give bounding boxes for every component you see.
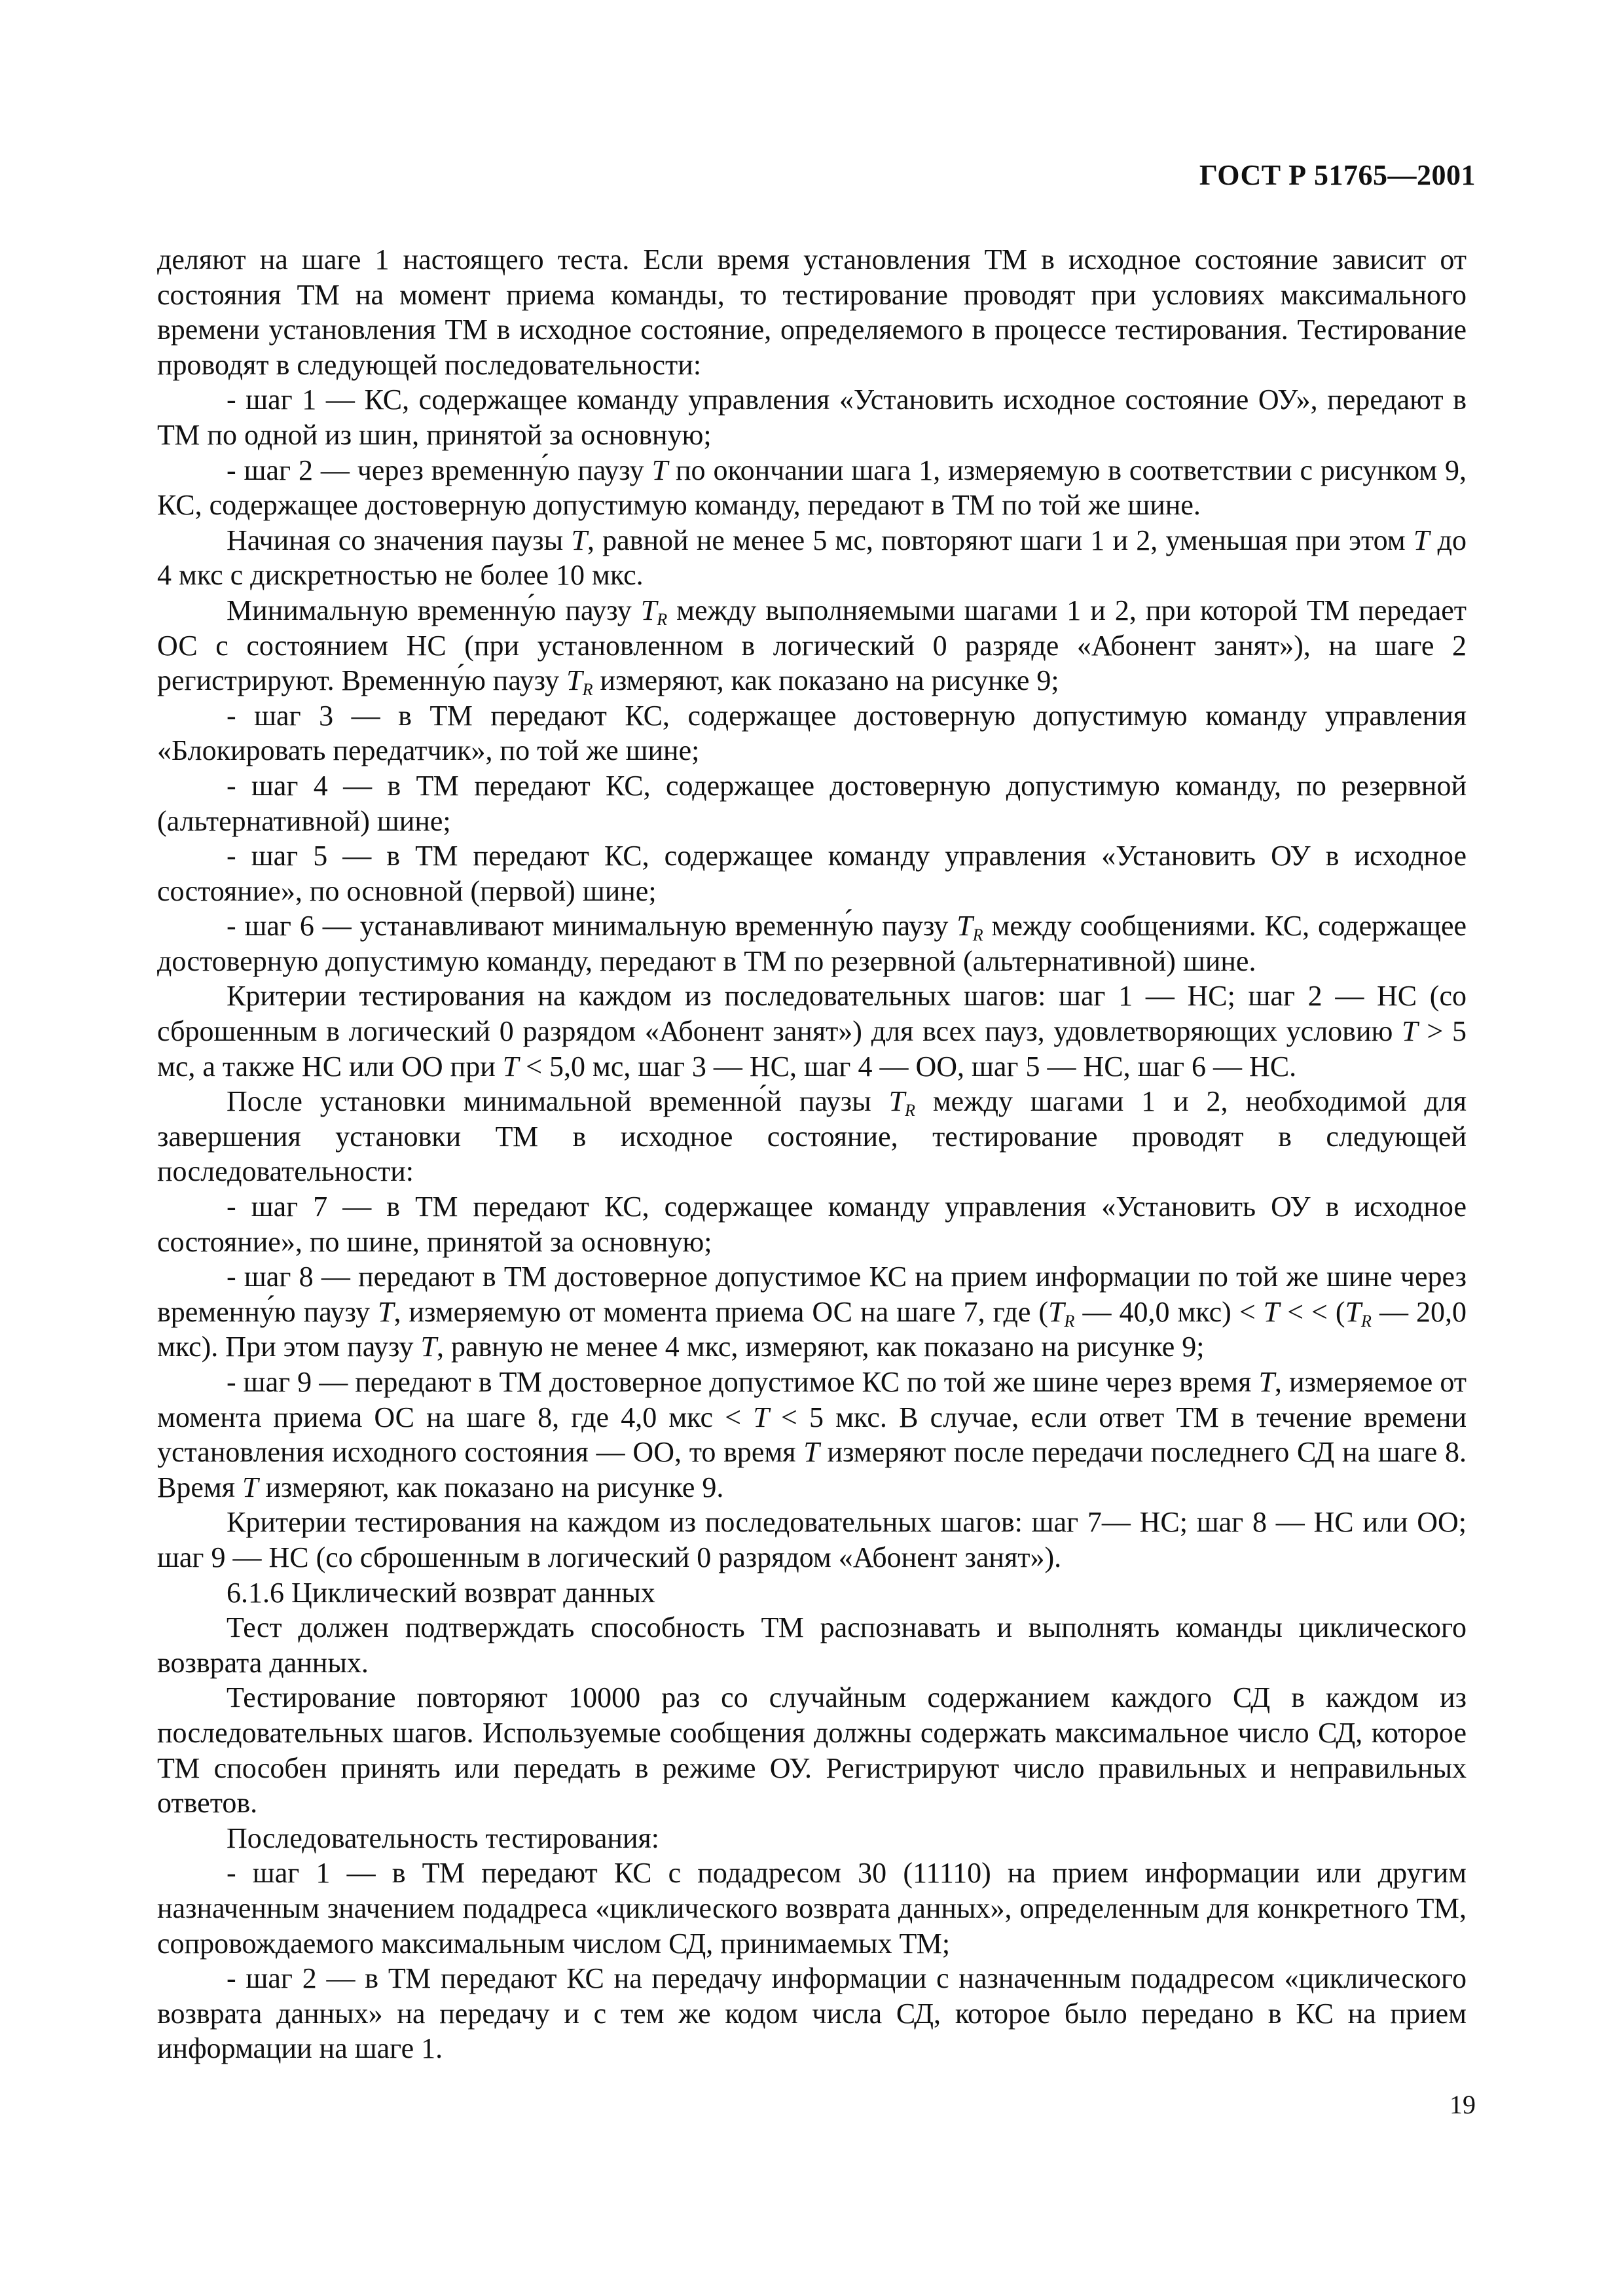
paragraph: Тест должен подтверждать способность ТМ распознавать и выполнять команды циклического возврата данных. <box>157 1611 1467 1679</box>
paragraph: Тестирование повторяют 10000 раз со случайным содержанием каждого СД в каждом из последовательных шагов. Используемые сообщения должны содержать максимальное число СД, которое ТМ способен принять или передать в режиме ОУ. Регистрируют число правильных и неправильных ответов. <box>157 1681 1467 1820</box>
paragraph: После установки минимальной временно́й паузы $T_R$ между шагами 1 и 2, необходимой для завершения установки ТМ в исходное состояние, тестирование проводят в следующей последовательности: <box>157 1085 1467 1188</box>
section-heading: 6.1.6 Циклический возврат данных <box>227 1576 655 1609</box>
paragraph: - шаг 1 — в ТМ передают КС с подадресом 30 (11110) на прием информации или другим назначенным значением подадреса «циклического возврата данных», определенным для конкретного ТМ, сопровождаемого максимальным числом СД, принимаемых ТМ; <box>157 1857 1467 1960</box>
paragraph: - шаг 2 — через временну́ю паузу T по окончании шага 1, измеряемую в соответствии с рисунком 9, КС, содержащее достоверную допустимую команду, передают в ТМ по той же шине. <box>157 454 1467 522</box>
paragraph: - шаг 1 — КС, содержащее команду управления «Установить исходное состояние ОУ», передают в ТМ по одной из шин, принятой за основную; <box>157 384 1467 451</box>
paragraph: Критерии тестирования на каждом из последовательных шагов: шаг 1 — НС; шаг 2 — НС (со сброшенным в логический 0 разрядом «Абонент занят») для всех пауз, удовлетворяющих условию T > 5 мс, а также НС или ОО при T < 5,0 мс, шаг 3 — НС, шаг 4 — ОО, шаг 5 — НС, шаг 6 — НС. <box>157 980 1467 1083</box>
paragraph: - шаг 5 — в ТМ передают КС, содержащее команду управления «Установить ОУ в исходное состояние», по основной (первой) шине; <box>157 840 1467 907</box>
paragraph: - шаг 3 — в ТМ передают КС, содержащее достоверную допустимую команду управления «Блокировать передатчик», по той же шине; <box>157 699 1467 767</box>
paragraph: - шаг 4 — в ТМ передают КС, содержащее достоверную допустимую команду, по резервной (альтернативной) шине; <box>157 769 1467 837</box>
paragraph: - шаг 9 — передают в ТМ достоверное допустимое КС по той же шине через время T, измеряемое от момента приема ОС на шаге 8, где 4,0 мкс < T < 5 мкс. В случае, если ответ ТМ в течение времени установления исходного состояния — ОО, то время T измеряют после передачи последнего СД на шаге 8. Время T измеряют, как показано на рисунке 9. <box>157 1366 1467 1503</box>
paragraph: Минимальную временну́ю паузу $T_R$ между выполняемыми шагами 1 и 2, при которой ТМ передает ОС с состоянием НС (при установленном в логический 0 разряде «Абонент занят»), на шаге 2 регистрируют. Временну́ю паузу $T_R$ измеряют, как показано на рисунке 9; <box>157 594 1467 700</box>
paragraph: - шаг 7 — в ТМ передают КС, содержащее команду управления «Установить ОУ в исходное состояние», по шине, принятой за основную; <box>157 1191 1467 1258</box>
paragraph: - шаг 2 — в ТМ передают КС на передачу информации с назначенным подадресом «циклического возврата данных» на передачу и с тем же кодом числа СД, которое было передано в КС на прием информации на шаге 1. <box>157 1962 1467 2065</box>
paragraph: деляют на шаге 1 настоящего теста. Если время установления ТМ в исходное состояние зависит от состояния ТМ на момент приема команды, то тестирование проводят при условиях максимального времени установления ТМ в исходное состояние, определяемого в процессе тестирования. Тестирование проводят в следующей последовательности: <box>157 243 1467 381</box>
document-body <box>157 242 1467 2066</box>
document-header: ГОСТ Р 51765—2001 <box>1199 159 1476 191</box>
paragraph: Последовательность тестирования: <box>227 1821 659 1854</box>
page-number: 19 <box>1450 2090 1476 2119</box>
paragraph: - шаг 8 — передают в ТМ достоверное допустимое КС на прием информации по той же шине через временну́ю паузу T, измеряемую от момента приема ОС на шаге 7, где ($T_R$ — 40,0 мкс) < T < < ($T_R$ — 20,0 мкс). При этом паузу T, равную не менее 4 мкс, измеряют, как показано на рисунке 9; <box>157 1261 1467 1363</box>
paragraph: Начиная со значения паузы T, равной не менее 5 мс, повторяют шаги 1 и 2, уменьшая при этом T до 4 мкс с дискретностью не более 10 мкс. <box>157 524 1467 592</box>
paragraph: - шаг 6 — устанавливают минимальную временну́ю паузу $T_R$ между сообщениями. КС, содержащее достоверную допустимую команду, передают в ТМ по резервной (альтернативной) шине. <box>157 910 1467 977</box>
paragraph: Критерии тестирования на каждом из последовательных шагов: шаг 7— НС; шаг 8 — НС или ОО; шаг 9 — НС (со сброшенным в логический 0 разрядом «Абонент занят»). <box>157 1506 1467 1573</box>
